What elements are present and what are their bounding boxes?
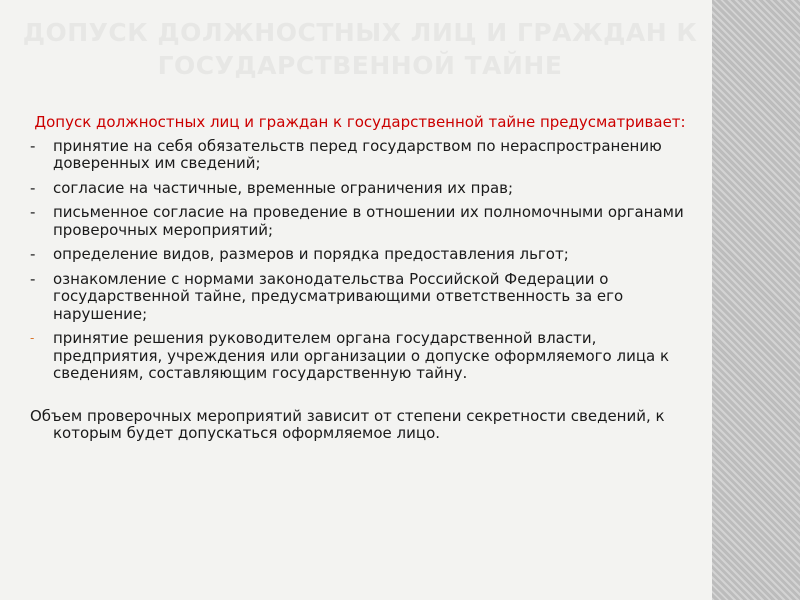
list-item-text: письменное согласие на проведение в отношении их полномочными органами проверочных мероприятий; (53, 203, 684, 239)
bullet-marker: - (30, 331, 35, 345)
dash-marker: - (30, 269, 36, 288)
list-item-text: ознакомление с нормами законодательства Российской Федерации о государственной тайне, предусматривающими ответственность за его нарушение; (53, 269, 624, 323)
list-item-text: согласие на частичные, временные ограничения их прав; (53, 178, 514, 197)
dash-marker: - (30, 245, 36, 263)
dash-marker: - (30, 203, 36, 221)
list-item (30, 271, 690, 324)
spacer (30, 390, 690, 408)
dash-marker: - (30, 136, 36, 155)
slide-content (30, 114, 690, 443)
outro-text: Объем проверочных мероприятий зависит от степени секретности сведений, к которым будет допускаться оформляемое лицо. (30, 406, 665, 442)
intro-text: Допуск должностных лиц и граждан к государственной тайне предусматривает: (34, 113, 686, 131)
dash-marker: - (30, 178, 36, 197)
decorative-side-stripe (712, 0, 800, 600)
list-item (30, 138, 690, 173)
list-item (30, 330, 690, 383)
list-item (30, 180, 690, 198)
list-item-text: принятие на себя обязательств перед государством по нераспространению доверенных им сведений; (53, 136, 662, 172)
list-item-text: определение видов, размеров и порядка предоставления льгот; (53, 245, 569, 263)
list-item (30, 204, 690, 239)
list-item-text: принятие решения руководителем органа государственной власти, предприятия, учреждения или организации о допуске оформляемого лица к сведениям, составляющим государственную тайну. (53, 329, 670, 382)
list-item (30, 246, 690, 264)
slide-title: ДОПУСК ДОЛЖНОСТНЫХ ЛИЦ И ГРАЖДАН К ГОСУДАРСТВЕННОЙ ТАЙНЕ (22, 18, 698, 80)
